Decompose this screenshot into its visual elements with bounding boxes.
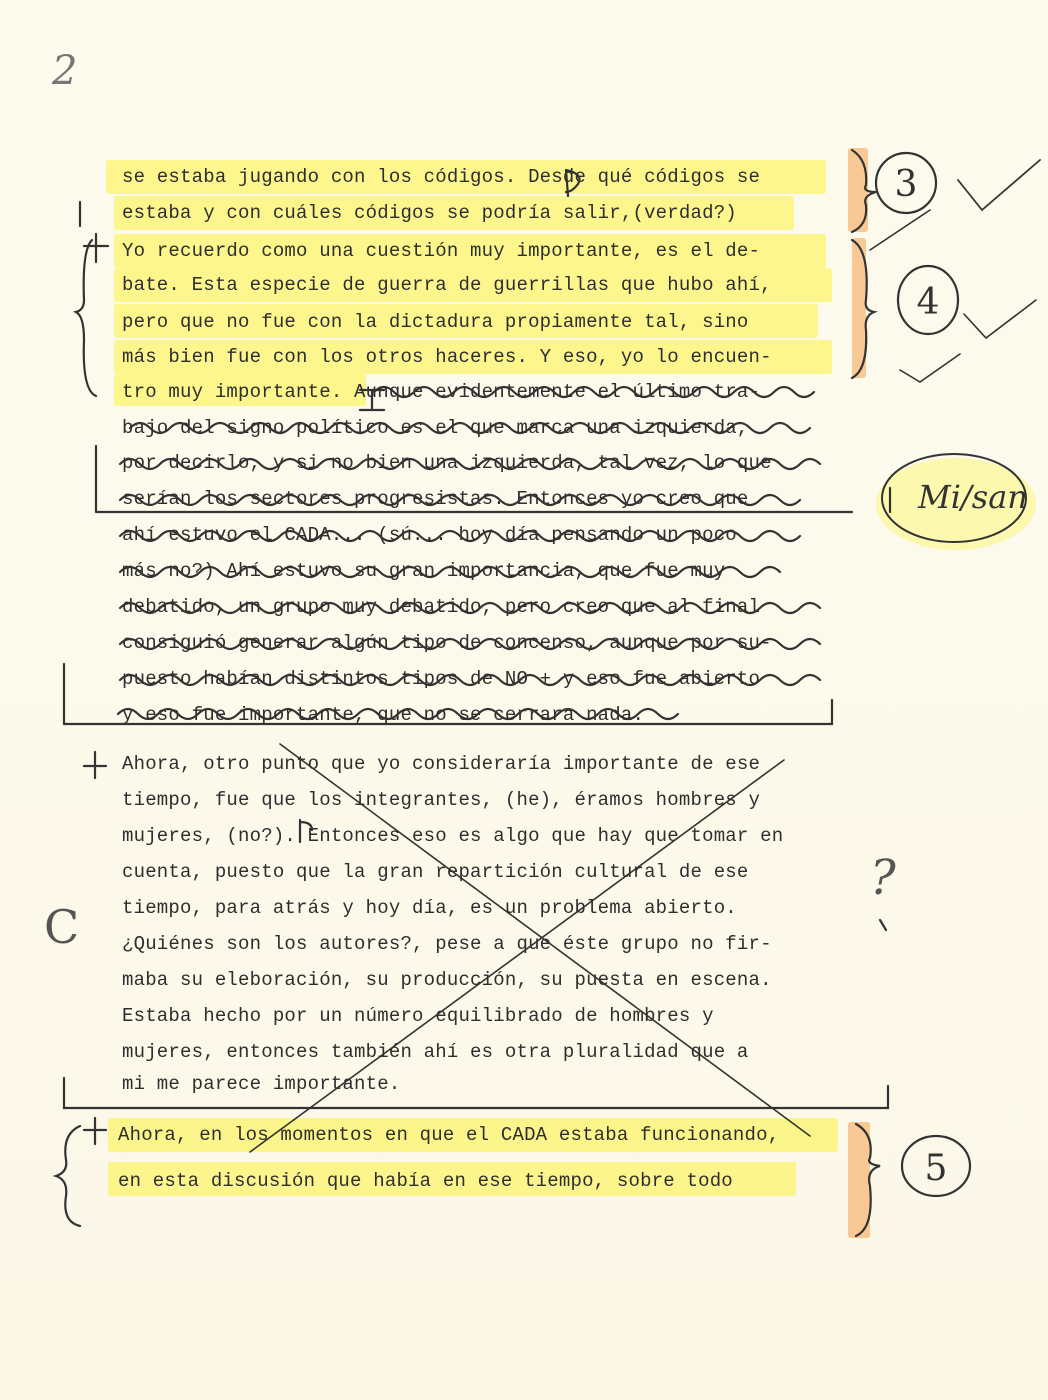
text-line: Yo recuerdo como una cuestión muy importante, es el de- [122, 240, 761, 262]
checkmark-2 [870, 210, 930, 250]
plus-mark-3 [84, 1118, 106, 1144]
correction-mark [300, 820, 312, 842]
text-line: en esta discusión que había en ese tiempo, sobre todo [118, 1170, 733, 1192]
text-line: mujeres, entonces también ahí es otra pluralidad que a [122, 1041, 749, 1063]
text-line: bate. Esta especie de guerra de guerrillas que hubo ahí, [122, 274, 772, 296]
margin-c-mark: C [44, 900, 80, 954]
text-line: estaba y con cuáles códigos se podría salir,(verdad?) [122, 202, 737, 224]
checkmark-3 [964, 300, 1036, 338]
bracket-right-2 [852, 240, 874, 378]
strike-line [120, 459, 820, 469]
text-line: más no?) Ahí estuvo su gran importancia, que fue muy [122, 560, 726, 582]
strike-line [130, 423, 810, 433]
cross-line-2 [250, 760, 784, 1152]
text-line: tiempo, fue que los integrantes, (he), éramos hombres y [122, 789, 761, 811]
strike-line [120, 675, 820, 685]
bracket-left-1 [76, 240, 96, 396]
strike-line [374, 387, 814, 397]
margin-note: Mi/san [918, 478, 1028, 516]
text-line: consiguió generar algún tipo de concenso, aunque por su- [122, 632, 772, 654]
strike-line [120, 603, 820, 613]
strike-line [120, 639, 820, 649]
text-line: y eso fue importante, que no se cerrara nada. [122, 704, 645, 726]
strike-line [120, 531, 800, 541]
correction-mark [566, 170, 580, 196]
plus-mark-2 [84, 752, 106, 778]
checkmark-1 [958, 160, 1040, 210]
text-line: debatido, un grupo muy debatido, pero creo que al final [122, 596, 761, 618]
correction-mark [360, 390, 384, 410]
text-line: ¿Quiénes son los autores?, pese a que éste grupo no fir- [122, 933, 772, 955]
correction-mark [880, 920, 886, 930]
text-line: bajo del signo político es el que marca una izquierda, [122, 417, 749, 439]
box-line-lower [64, 1078, 888, 1108]
text-line: pero que no fue con la dictadura propiamente tal, sino [122, 311, 749, 333]
text-line: más bien fue con los otros haceres. Y eso, yo lo encuen- [122, 346, 772, 368]
circled-number: 4 [916, 282, 940, 323]
text-line: maba su eleboración, su producción, su puesta en escena. [122, 969, 772, 991]
text-line: mi me parece importante. [122, 1073, 401, 1095]
box-line-top [96, 446, 852, 512]
checkmark-4 [900, 354, 960, 382]
text-line: puesto habían distintos tipos de NO + y eso fue abierto [122, 668, 761, 690]
text-line: se estaba jugando con los códigos. Desde qué códigos se [122, 166, 761, 188]
strike-line [120, 495, 800, 505]
strike-line [120, 567, 780, 577]
circle-misan [882, 454, 1026, 542]
text-line: Estaba hecho por un número equilibrado de hombres y [122, 1005, 714, 1027]
text-line: tiempo, para atrás y hoy día, es un problema abierto. [122, 897, 737, 919]
cross-line-1 [280, 744, 810, 1136]
text-line: cuenta, puesto que la gran repartición cultural de ese [122, 861, 749, 883]
bracket-right-3 [856, 1124, 880, 1236]
text-line: tro muy importante. Aunque evidentemente el último tra- [122, 381, 761, 403]
circled-number: 5 [924, 1148, 948, 1189]
text-line: ahí estuvo el CADA... (sú... hoy día pensando un poco [122, 524, 737, 546]
text-line: mujeres, (no?). Entonces eso es algo que hay que tomar en [122, 825, 784, 847]
strike-line [118, 709, 678, 719]
question-mark: ? [870, 850, 896, 906]
text-line: por decirlo, y si no bien una izquierda, tal vez, lo que [122, 452, 772, 474]
bracket-right-1 [852, 150, 876, 232]
page-number-mark: 2 [52, 48, 78, 94]
bracket-left-2 [56, 1126, 80, 1226]
circled-number: 3 [894, 164, 918, 205]
text-line: serían los sectores progresistas. Entonces yo creo que [122, 488, 749, 510]
text-line: Ahora, otro punto que yo consideraría importante de ese [122, 753, 761, 775]
text-line: Ahora, en los momentos en que el CADA estaba funcionando, [118, 1124, 780, 1146]
